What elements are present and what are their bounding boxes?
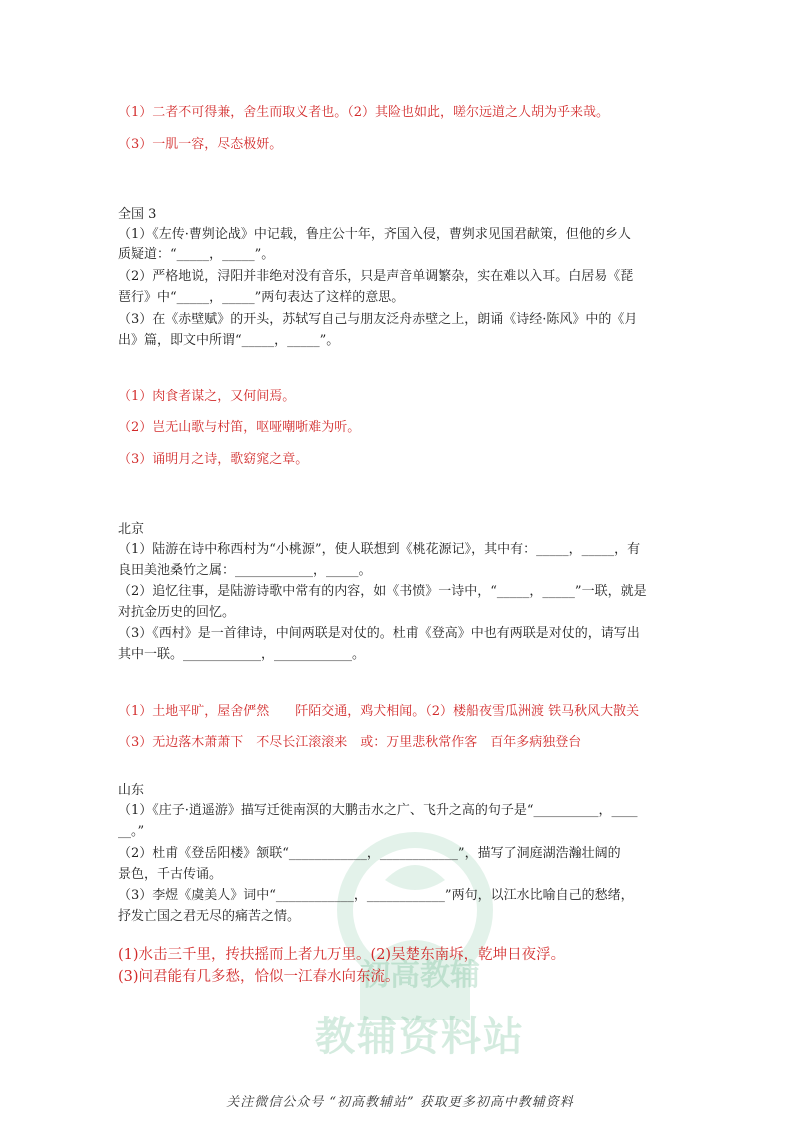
question-line: __。” bbox=[118, 824, 145, 839]
answer-line: （1）土地平旷，屋舍俨然 阡陌交通，鸡犬相闻。（2）楼船夜雪瓜洲渡 铁马秋风大散关 bbox=[118, 704, 640, 719]
question-line: 质疑道：“_____，_____”。 bbox=[118, 247, 275, 262]
question-line: （1）《左传·曹刿论战》中记载，鲁庄公十年，齐国入侵，曹刿求见国君献策，但他的乡人 bbox=[118, 227, 631, 242]
page-footer: 关注微信公众号 “初高教辅站” 获取更多初高中教辅资料 bbox=[226, 1095, 574, 1110]
question-line: （1）陆游在诗中称西村为“小桃源”，使人联想到《桃花源记》，其中有：_____，_____，有 bbox=[118, 542, 641, 557]
question-line: 出》篇，即文中所谓“_____，_____”。 bbox=[118, 333, 340, 348]
question-line: 景色，千古传诵。 bbox=[118, 867, 223, 882]
question-line: （3）《西村》是一首律诗，中间两联是对仗的。杜甫《登高》中也有两联是对仗的，请写出 bbox=[118, 626, 640, 641]
answer-line: (1)水击三千里，抟扶摇而上者九万里。(2)吴楚东南坼，乾坤日夜浮。 bbox=[118, 947, 566, 963]
answer-line: (3)问君能有几多愁，恰似一江春水向东流。 bbox=[118, 969, 400, 985]
answer-line: （1）二者不可得兼，舍生而取义者也。（2）其险也如此，嗟尔远道之人胡为乎来哉。 bbox=[118, 105, 610, 120]
question-line: （3）李煜《虞美人》词中“____________，____________”两句，以江水比喻自己的愁绪， bbox=[118, 888, 634, 903]
question-line: 抒发亡国之君无尽的痛苦之情。 bbox=[118, 909, 301, 924]
question-line: （3）在《赤壁赋》的开头，苏轼写自己与朋友泛舟赤壁之上，朗诵《诗经·陈风》中的《月 bbox=[118, 312, 638, 327]
answer-line: （3）无边落木萧萧下 不尽长江滚滚来 或：万里悲秋常作客 百年多病独登台 bbox=[118, 735, 582, 750]
question-line: 良田美池桑竹之属：____________，_____。 bbox=[118, 563, 372, 578]
question-line: （1）《庄子·逍遥游》描写迁徙南溟的大鹏击水之广、飞升之高的句子是“__________，____ bbox=[118, 803, 638, 818]
watermark-text-top: 初高教辅 bbox=[360, 958, 480, 993]
answer-line: （3）诵明月之诗，歌窈窕之章。 bbox=[118, 452, 309, 467]
question-line: （2）严格地说，浔阳并非绝对没有音乐，只是声音单调繁杂，实在难以入耳。白居易《琵 bbox=[118, 269, 634, 284]
answer-line: （3）一肌一容，尽态极妍。 bbox=[118, 137, 283, 152]
question-line: 其中一联。____________，____________。 bbox=[118, 647, 366, 662]
answer-line: （2）岂无山歌与村笛，呕哑嘲哳难为听。 bbox=[118, 420, 361, 435]
question-line: （2）追忆往事，是陆游诗歌中常有的内容，如《书愤》一诗中，“_____，_____”一联，就是 bbox=[118, 584, 647, 599]
section-title-shandong: 山东 bbox=[118, 783, 145, 798]
answer-line: （1）肉食者谋之，又何间焉。 bbox=[118, 389, 296, 404]
section-title-beijing: 北京 bbox=[118, 522, 145, 537]
watermark-text-bottom: 教辅资料站 bbox=[315, 1014, 525, 1060]
question-line: 对抗金历史的回忆。 bbox=[118, 605, 236, 620]
question-line: 琶行》中“_____，_____”两句表达了这样的意思。 bbox=[118, 290, 405, 305]
question-line: （2）杜甫《登岳阳楼》颔联“____________，____________”，描写了洞庭湖浩瀚壮阔的 bbox=[118, 846, 621, 861]
section-title-quanguo3: 全国 3 bbox=[118, 207, 157, 222]
